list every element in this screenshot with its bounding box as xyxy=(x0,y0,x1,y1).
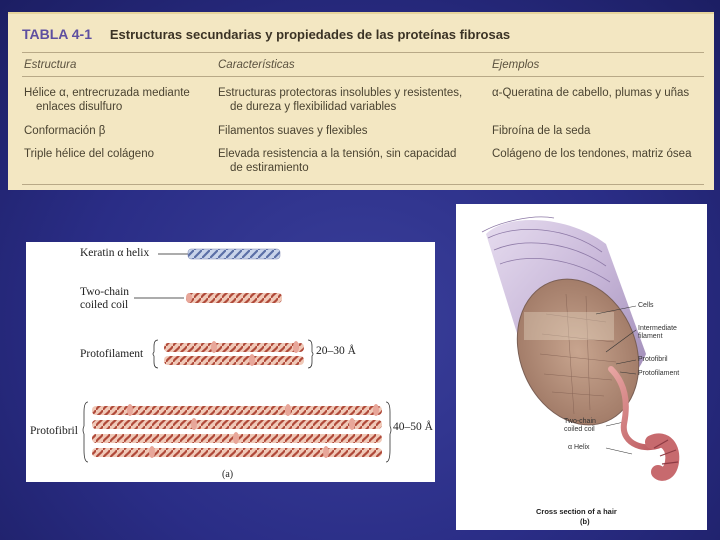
header-ejemplos: Ejemplos xyxy=(492,59,540,71)
protofibril-right-brace xyxy=(386,402,391,462)
coiled-coil-end-knob xyxy=(186,293,192,303)
keratin-helix-shape xyxy=(188,249,280,259)
label-cells: Cells xyxy=(638,302,654,309)
row1-ejemplos: α-Queratina de cabello, plumas y uñas xyxy=(492,87,690,99)
header-estructura: Estructura xyxy=(24,59,77,71)
label-intermediate: Intermediate xyxy=(638,325,677,332)
label-dim-20-30: 20–30 Å xyxy=(316,345,356,357)
label-protofibril-b: Protofibril xyxy=(638,356,668,363)
row1-caract-line2: de dureza y flexibilidad variables xyxy=(230,101,397,113)
row2-ejemplos: Fibroína de la seda xyxy=(492,125,591,137)
coiled-coil-rope xyxy=(186,293,282,303)
table-number: TABLA 4-1 xyxy=(22,26,92,42)
protofibril-left-brace xyxy=(83,402,88,462)
row1-estructura xyxy=(24,86,190,114)
figure-b-sub-caption: (b) xyxy=(580,517,590,526)
label-two-chain-b: Two-chain xyxy=(564,418,596,425)
row3-caract-line1: Elevada resistencia a la tensión, sin capacidad xyxy=(218,148,457,160)
row1-estructura-line1: Hélice α, entrecruzada mediante xyxy=(24,87,190,99)
table-caption: Estructuras secundarias y propiedades de las proteínas fibrosas xyxy=(109,27,511,42)
header-caracteristicas: Características xyxy=(218,59,295,71)
row2-caracteristicas: Filamentos suaves y flexibles xyxy=(218,125,368,137)
row3-caract-line2: de estiramiento xyxy=(230,162,309,174)
label-protofibril: Protofibril xyxy=(30,425,78,437)
row3-estructura: Triple hélice del colágeno xyxy=(24,148,154,160)
row3-caracteristicas xyxy=(218,147,456,175)
row1-caracteristicas xyxy=(218,86,462,114)
label-keratin-helix: Keratin α helix xyxy=(80,247,150,259)
protofilament-right-brace xyxy=(308,340,313,368)
figure-a-panel xyxy=(26,242,435,482)
label-protofilament-b: Protofilament xyxy=(638,370,680,377)
label-filament: filament xyxy=(638,333,663,340)
figure-b-drawing xyxy=(456,204,707,530)
label-alpha-helix-b: α Helix xyxy=(568,444,590,451)
protofilament-left-brace xyxy=(153,340,158,368)
protofibril-ropes xyxy=(92,404,382,458)
row1-caract-line1: Estructuras protectoras insolubles y resistentes, xyxy=(218,87,463,99)
table-panel xyxy=(8,12,714,190)
label-protofilament: Protofilament xyxy=(80,348,144,360)
figure-b-caption: Cross section of a hair xyxy=(536,507,617,516)
alpha-helix-tail xyxy=(652,440,672,473)
figure-a-caption: (a) xyxy=(222,469,234,480)
label-two-chain: Two-chain xyxy=(80,286,130,298)
label-coiled-coil: coiled coil xyxy=(80,299,129,311)
label-coiled-coil-b: coiled coil xyxy=(564,426,595,433)
figure-b-panel xyxy=(456,204,707,530)
table-rule-top xyxy=(22,52,704,53)
row3-ejemplos: Colágeno de los tendones, matriz ósea xyxy=(492,148,692,160)
cross-section-highlight xyxy=(524,312,614,340)
row2-estructura: Conformación β xyxy=(24,125,106,137)
table-title xyxy=(22,26,510,42)
table-rule-bottom xyxy=(22,184,704,185)
figure-a-drawing xyxy=(26,242,435,482)
label-dim-40-50: 40–50 Å xyxy=(393,421,433,433)
protofilament-ropes xyxy=(164,341,304,366)
row1-estructura-line2: enlaces disulfuro xyxy=(36,101,123,113)
table-rule-header xyxy=(22,76,704,77)
